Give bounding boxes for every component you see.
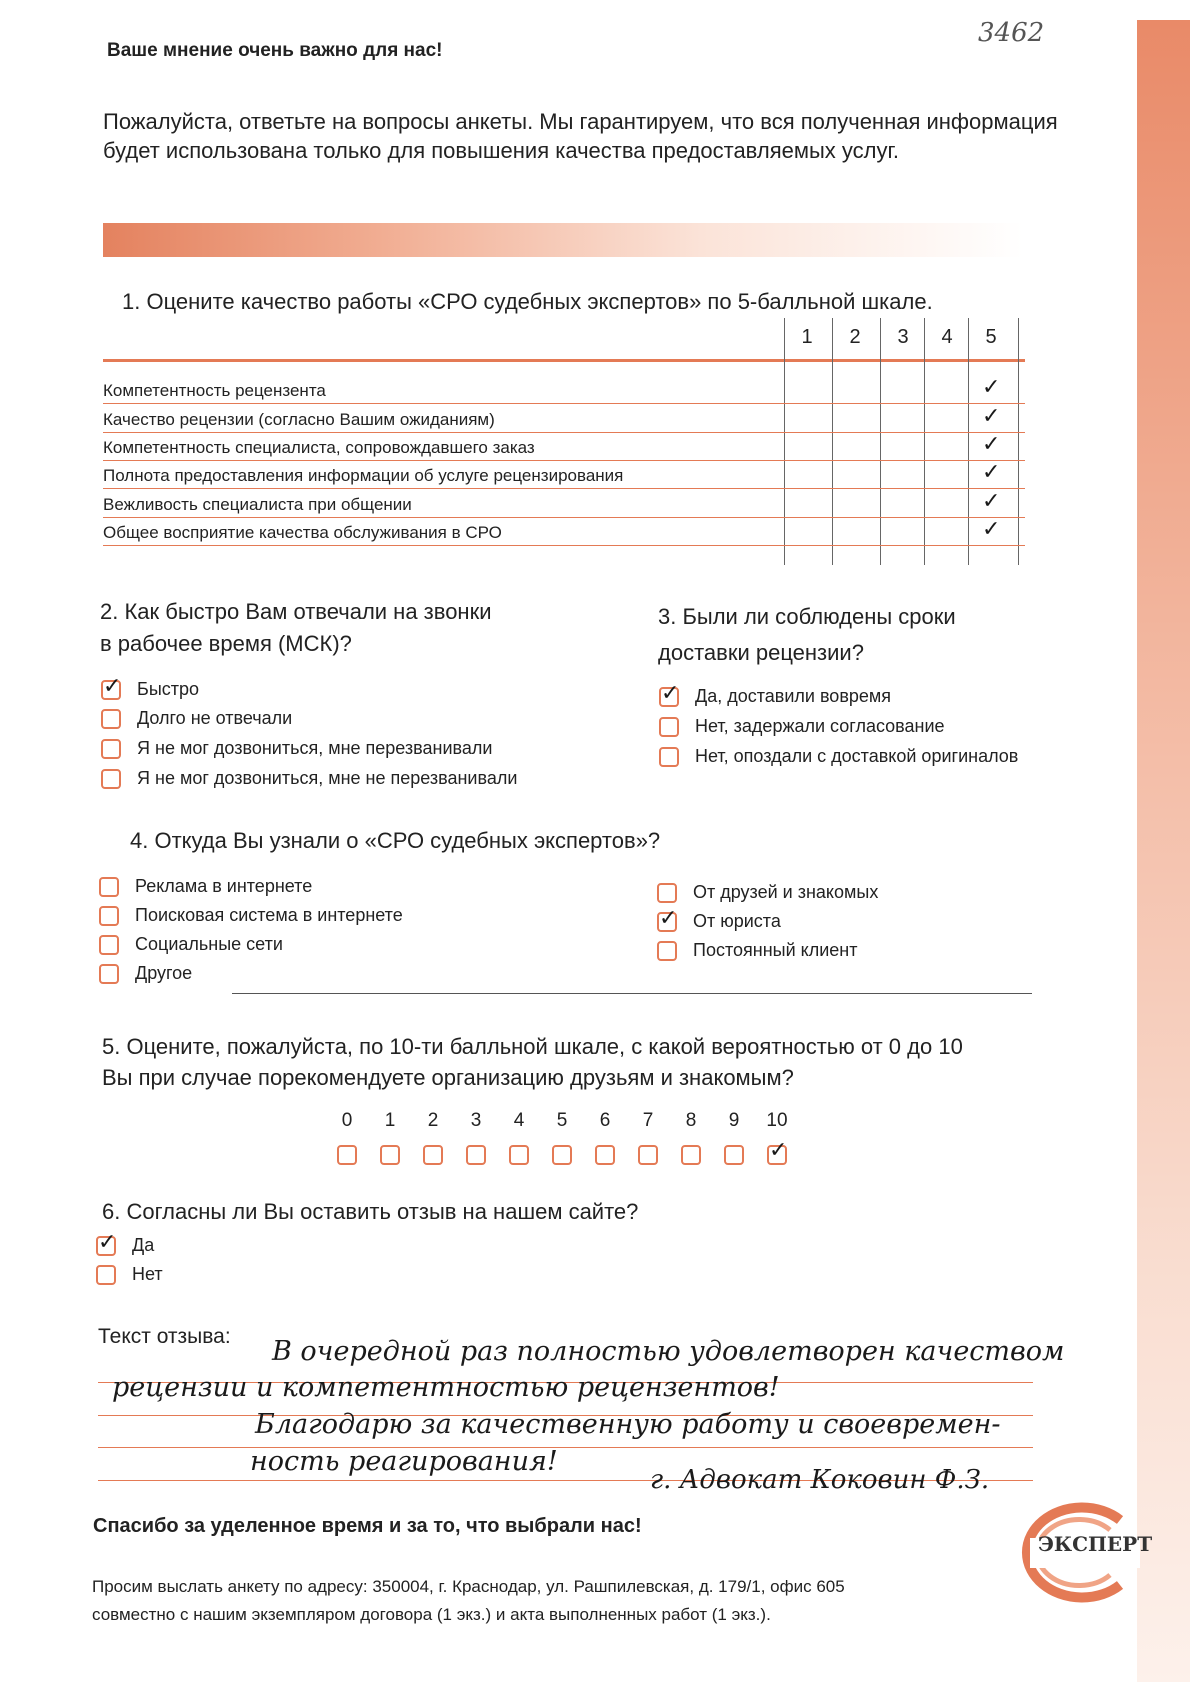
review-label: Текст отзыва: (98, 1325, 231, 1348)
q5-scale-label: 2 (427, 1110, 439, 1131)
q4-option-checkbox[interactable] (657, 883, 677, 903)
q1-col-divider (880, 318, 881, 565)
q1-row-label: Вежливость специалиста при общении (103, 495, 412, 514)
q1-row-label: Общее восприятие качества обслуживания в СРО (103, 523, 502, 542)
q6-title: 6. Согласны ли Вы оставить отзыв на нашем сайте? (102, 1199, 639, 1224)
q1-col-divider (924, 318, 925, 565)
q1-row-check[interactable]: ✓ (982, 460, 1001, 485)
q1-scale-4: 4 (941, 326, 953, 348)
q1-scale-1: 1 (801, 326, 813, 348)
q5-selected-check: ✓ (769, 1138, 788, 1163)
q3-option-label: Нет, опоздали с доставкой оригиналов (695, 746, 1019, 766)
q2-option-label: Быстро (137, 679, 200, 699)
q4-title: 4. Откуда Вы узнали о «СРО судебных экспертов»? (130, 828, 661, 853)
q1-row-check[interactable]: ✓ (982, 404, 1001, 429)
q1-row-check[interactable]: ✓ (982, 489, 1001, 514)
q5-scale-label: 6 (599, 1110, 611, 1131)
q1-row-rule (103, 403, 1025, 404)
q4-option-label: От друзей и знакомых (693, 882, 879, 902)
q6-option-checkbox[interactable] (96, 1265, 116, 1285)
thanks-text: Спасибо за уделенное время и за то, что выбрали нас! (93, 1515, 642, 1537)
q1-col-divider (832, 318, 833, 565)
q1-row-check[interactable]: ✓ (982, 432, 1001, 457)
logo-text: ЭКСПЕРТ (1038, 1532, 1153, 1556)
q5-scale-label: 9 (728, 1110, 740, 1131)
q3-title-line1: 3. Были ли соблюдены сроки (658, 604, 956, 629)
q1-row-label: Компетентность рецензента (103, 381, 326, 400)
review-text-line-3: Благодарю за качественную работу и своевремен- (255, 1409, 1001, 1440)
page-title: Ваше мнение очень важно для нас! (107, 40, 443, 61)
q2-option-label: Долго не отвечали (137, 708, 293, 728)
q4-option-label: Социальные сети (135, 934, 283, 954)
q1-scale-3: 3 (897, 326, 909, 348)
review-line-3 (98, 1447, 1033, 1448)
q4-option-label: Реклама в интернете (135, 876, 313, 896)
q3-option-checkbox[interactable] (659, 747, 679, 767)
q4-option-label: Постоянный клиент (693, 940, 858, 960)
footer-note: совместно с нашим экземпляром договора (1 экз.) и акта выполненных работ (1 экз.). (92, 1605, 771, 1624)
q5-title-line1: 5. Оцените, пожалуйста, по 10-ти балльной шкале, с какой вероятностью от 0 до 10 (102, 1034, 963, 1059)
q6-option-label: Нет (132, 1264, 163, 1284)
q5-scale-label: 8 (685, 1110, 697, 1131)
q6-option-check-mark: ✓ (98, 1230, 117, 1255)
review-text-line-1: В очередной раз полностью удовлетворен качеством (272, 1336, 1065, 1367)
q5-scale-box[interactable] (681, 1145, 701, 1165)
q4-option-checkbox[interactable] (99, 964, 119, 984)
q1-row-rule (103, 460, 1025, 461)
q3-option-label: Нет, задержали согласование (695, 716, 945, 736)
q4-option-label: От юриста (693, 911, 781, 931)
q5-scale-label: 1 (384, 1110, 396, 1131)
section-band (103, 223, 1023, 257)
q4-option-check-mark: ✓ (659, 906, 678, 931)
q2-option-checkbox[interactable] (101, 739, 121, 759)
intro-text: Пожалуйста, ответьте на вопросы анкеты. Мы гарантируем, что вся полученная информация будет использована только для повышения качества предоставляемых услуг. (103, 109, 1058, 163)
q5-scale-label: 0 (341, 1110, 353, 1131)
q6-option-label: Да (132, 1235, 155, 1255)
q4-option-label: Другое (135, 963, 193, 983)
q1-col-divider (968, 318, 969, 565)
q4-option-label: Поисковая система в интернете (135, 905, 403, 925)
q1-col-divider (784, 318, 785, 565)
q5-scale-label: 10 (766, 1110, 788, 1131)
q3-option-label: Да, доставили вовремя (695, 686, 892, 706)
q2-title-line2: в рабочее время (МСК)? (100, 631, 352, 656)
q1-row-rule (103, 488, 1025, 489)
q4-option-checkbox[interactable] (99, 906, 119, 926)
q2-option-checkbox[interactable] (101, 709, 121, 729)
q2-option-checkbox[interactable] (101, 769, 121, 789)
q1-row-rule (103, 545, 1025, 546)
q5-scale-box[interactable] (423, 1145, 443, 1165)
q5-scale-box[interactable] (638, 1145, 658, 1165)
q1-row-check[interactable]: ✓ (982, 375, 1001, 400)
q5-title-line2: Вы при случае порекомендуете организацию друзьям и знакомым? (102, 1065, 794, 1090)
q4-option-checkbox[interactable] (99, 877, 119, 897)
q1-col-divider (1018, 318, 1019, 565)
q1-scale-2: 2 (849, 326, 861, 348)
q1-scale-5: 5 (985, 326, 997, 348)
q5-scale-box[interactable] (552, 1145, 572, 1165)
q5-scale-box[interactable] (509, 1145, 529, 1165)
q5-scale-box[interactable] (466, 1145, 486, 1165)
q5-scale-box[interactable] (595, 1145, 615, 1165)
footer-address: Просим выслать анкету по адресу: 350004, г. Краснодар, ул. Рашпилевская, д. 179/1, офис 605 (92, 1577, 845, 1596)
doc-number: 3462 (978, 18, 1045, 48)
q1-row-label: Качество рецензии (согласно Вашим ожиданиям) (103, 410, 495, 429)
q3-option-checkbox[interactable] (659, 717, 679, 737)
q1-row-check[interactable]: ✓ (982, 517, 1001, 542)
q5-scale-box[interactable] (337, 1145, 357, 1165)
q3-option-check-mark: ✓ (661, 681, 680, 706)
side-stripe (1137, 20, 1190, 1682)
q2-option-check-mark: ✓ (103, 674, 122, 699)
review-text-line-4: ность реагирования! (250, 1446, 558, 1477)
q5-scale-label: 7 (642, 1110, 654, 1131)
q1-row-rule (103, 517, 1025, 518)
q3-title-line2: доставки рецензии? (658, 640, 864, 665)
q2-option-label: Я не мог дозвониться, мне перезванивали (137, 738, 493, 758)
q5-scale-label: 4 (513, 1110, 525, 1131)
q1-row-rule (103, 432, 1025, 433)
q5-scale-box[interactable] (380, 1145, 400, 1165)
q4-option-checkbox[interactable] (99, 935, 119, 955)
q4-other-line (232, 993, 1032, 994)
q5-scale-box[interactable] (724, 1145, 744, 1165)
q1-title: 1. Оцените качество работы «СРО судебных экспертов» по 5-балльной шкале. (122, 289, 933, 314)
review-text-line-2: рецензии и компетентностью рецензентов! (112, 1372, 780, 1403)
q2-option-label: Я не мог дозвониться, мне не перезванивали (137, 768, 518, 788)
q1-header-rule (103, 359, 1025, 362)
q1-row-label: Полнота предоставления информации об услуге рецензирования (103, 466, 624, 485)
q4-option-checkbox[interactable] (657, 941, 677, 961)
q5-scale-label: 5 (556, 1110, 568, 1131)
review-signature: г. Адвокат Коковин Ф.З. (650, 1465, 990, 1495)
q1-row-label: Компетентность специалиста, сопровождавшего заказ (103, 438, 535, 457)
q5-scale-label: 3 (470, 1110, 482, 1131)
q2-title-line1: 2. Как быстро Вам отвечали на звонки (100, 599, 492, 624)
